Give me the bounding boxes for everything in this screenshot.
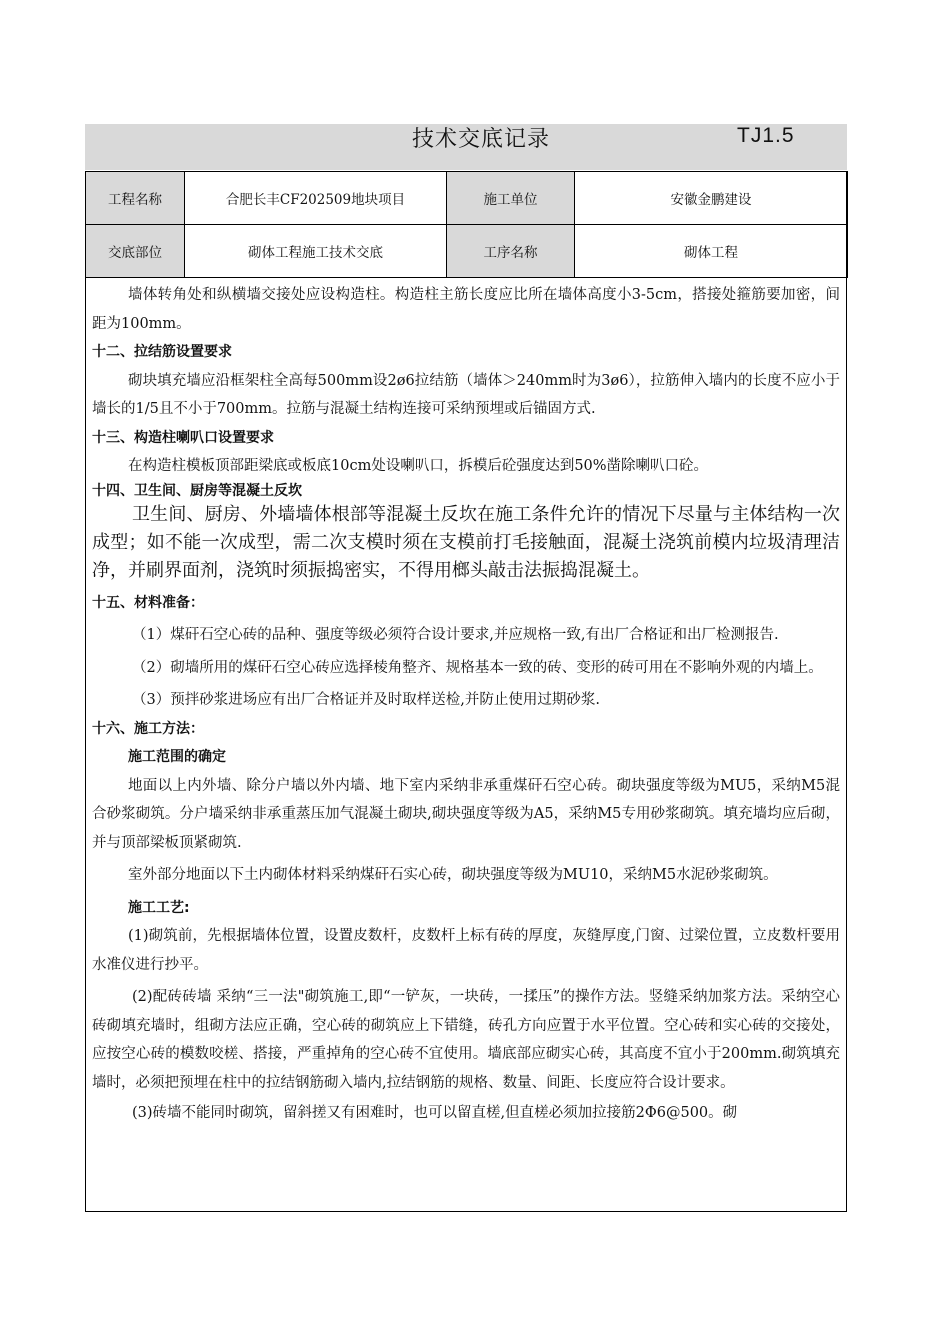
briefing-content [92, 281, 840, 1128]
section-heading: 十六、施工方法： [92, 720, 204, 737]
paragraph: （1）煤矸石空心砖的品种、强度等级必须符合设计要求,并应规格一致,有出厂合格证和出厂检测报告. [132, 627, 779, 643]
paragraph: (3)砖墙不能同时砌筑，留斜搓又有困难时，也可以留直槎,但直槎必须加拉接筋2Φ6@500。砌 [132, 1105, 738, 1121]
project-name-label: 工程名称 [86, 172, 185, 225]
paragraph: （2）砌墙所用的煤矸石空心砖应选择棱角整齐、规格基本一致的砖、变形的砖可用在不影响外观的内墙上。 [132, 659, 823, 676]
info-row [86, 225, 848, 278]
subsection-heading: 施工范围的确定 [128, 749, 226, 765]
paragraph: 室外部分地面以下土内砌体材料采纳煤矸石实心砖，砌块强度等级为MU10，采纳M5水泥砂浆砌筑。 [128, 867, 778, 883]
project-info-table [85, 171, 848, 278]
paragraph: （3）预拌砂浆进场应有出厂合格证并及时取样送检,并防止使用过期砂浆. [132, 692, 600, 708]
project-name-value: 合肥长丰CF202509地块项目 [185, 172, 447, 225]
section-heading: 十三、构造柱喇叭口设置要求 [92, 429, 274, 446]
process-name-label: 工序名称 [447, 225, 575, 278]
process-name-value: 砌体工程 [575, 225, 848, 278]
section-heading: 十四、卫生间、厨房等混凝土反坎 [92, 482, 302, 499]
paragraph: 墙体转角处和纵横墙交接处应设构造柱。构造柱主筋长度应比所在墙体高度小3-5cm，搭接处箍筋要加密，间距为100mm。 [92, 287, 840, 332]
paragraph: (2)配砖砖墙 采纳“三一法"砌筑施工,即“一铲灰，一块砖，一揉压”的操作方法。竖缝采纳加浆方法。采纳空心砖砌填充墙时，组砌方法应正确，空心砖的砌筑应上下错缝，砖孔方向应置于水平位置。空心砖和实心砖的交接处，应按空心砖的模数咬槎、搭接，严重掉角的空心砖不宜使用。墙底部应砌实心砖，其高度不宜小于200mm.砌筑填充墙时，必须把预埋在柱中的拉结钢筋砌入墙内,拉结钢筋的规格、数量、间距、长度应符合设计要求。 [92, 989, 840, 1091]
contractor-value: 安徽金鹏建设 [575, 172, 848, 225]
paragraph: 卫生间、厨房、外墙墙体根部等混凝土反坎在施工条件允许的情况下尽量与主体结构一次成型；如不能一次成型，需二次支模时须在支模前打毛接触面，混凝土浇筑前模内垃圾清理洁净，并刷界面剂，浇筑时须振捣密实，不得用榔头敲击法振捣混凝土。 [92, 503, 840, 581]
paragraph: 地面以上内外墙、除分户墙以外内墙、地下室内采纳非承重煤矸石空心砖。砌块强度等级为MU5，采纳M5混合砂浆砌筑。分户墙采纳非承重蒸压加气混凝土砌块,砌块强度等级为A5，采纳M5专用砂浆砌筑。填充墙均应后砌，并与顶部梁板顶紧砌筑. [92, 777, 840, 851]
section-heading: 十二、拉结筋设置要求 [92, 344, 232, 360]
briefing-part-label: 交底部位 [86, 225, 185, 278]
paragraph: 在构造柱模板顶部距梁底或板底10cm处设喇叭口，拆模后砼强度达到50%凿除喇叭口砼。 [128, 458, 709, 474]
subsection-heading: 施工工艺: [128, 899, 190, 916]
paragraph: (1)砌筑前，先根据墙体位置，设置皮数杆，皮数杆上标有砖的厚度，灰缝厚度,门窗、过梁位置，立皮数杆要用水准仪进行抄平。 [92, 928, 840, 973]
briefing-part-value: 砌体工程施工技术交底 [185, 225, 447, 278]
section-heading: 十五、材料准备： [92, 594, 204, 611]
document-code: TJ1.5 [737, 124, 795, 147]
info-row [86, 172, 848, 225]
document-title: 技术交底记录 [412, 127, 551, 152]
contractor-label: 施工单位 [447, 172, 575, 225]
paragraph: 砌块填充墙应沿框架柱全高每500mm设2ø6拉结筋（墙体＞240mm时为3ø6），拉筋伸入墙内的长度不应小于墙长的1/5且不小于700mm。拉筋与混凝土结构连接可采纳预埋或后锚固方式. [92, 372, 840, 417]
